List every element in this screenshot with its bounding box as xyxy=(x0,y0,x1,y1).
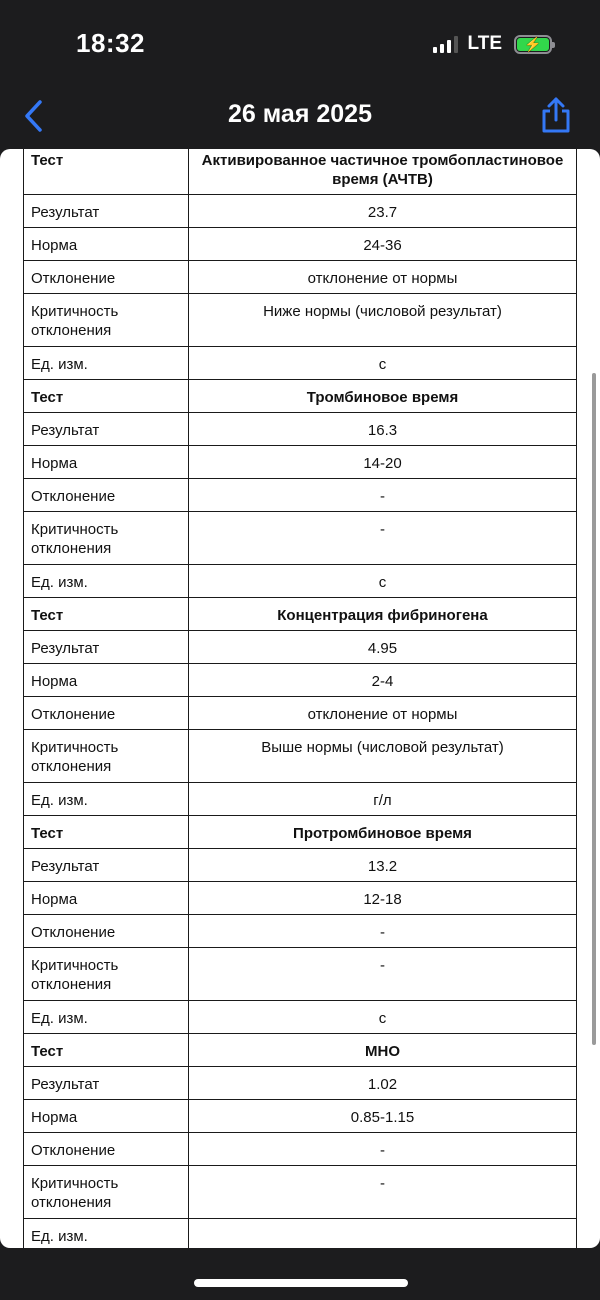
table-row-result xyxy=(24,412,577,445)
test-name: Концентрация фибриногена xyxy=(189,597,577,630)
navigation-bar xyxy=(0,90,600,146)
table-row-unit xyxy=(24,1000,577,1033)
table-row-deviation xyxy=(24,478,577,511)
label-test: Тест xyxy=(24,1033,189,1066)
table-row-unit xyxy=(24,782,577,815)
results-table xyxy=(23,149,577,1248)
unit-value: с xyxy=(189,564,577,597)
label-criticality: Критичность отклонения xyxy=(24,511,189,564)
table-row-test xyxy=(24,379,577,412)
norm-value: 2-4 xyxy=(189,663,577,696)
table-row-deviation xyxy=(24,260,577,293)
deviation-value: - xyxy=(189,914,577,947)
battery-charging-icon: ⚡ xyxy=(514,35,552,54)
unit-value: с xyxy=(189,346,577,379)
label-criticality: Критичность отклонения xyxy=(24,293,189,346)
table-row-unit xyxy=(24,346,577,379)
unit-value: с xyxy=(189,1000,577,1033)
share-button[interactable] xyxy=(540,96,572,134)
test-name: Протромбиновое время xyxy=(189,815,577,848)
table-row-criticality xyxy=(24,511,577,564)
table-row-result xyxy=(24,1066,577,1099)
table-row-deviation xyxy=(24,1132,577,1165)
table-row-result xyxy=(24,848,577,881)
unit-value xyxy=(189,1218,577,1248)
norm-value: 0.85-1.15 xyxy=(189,1099,577,1132)
table-row-criticality xyxy=(24,947,577,1000)
document-sheet[interactable] xyxy=(0,149,600,1248)
table-row-unit xyxy=(24,564,577,597)
criticality-value: Выше нормы (числовой результат) xyxy=(189,729,577,782)
status-indicators xyxy=(433,33,552,55)
table-row-test xyxy=(24,1033,577,1066)
label-norm: Норма xyxy=(24,227,189,260)
table-row-norm xyxy=(24,881,577,914)
label-criticality: Критичность отклонения xyxy=(24,1165,189,1218)
label-deviation: Отклонение xyxy=(24,478,189,511)
table-row-unit xyxy=(24,1218,577,1248)
share-icon xyxy=(540,96,572,134)
label-unit: Ед. изм. xyxy=(24,782,189,815)
label-unit: Ед. изм. xyxy=(24,564,189,597)
criticality-value: - xyxy=(189,947,577,1000)
deviation-value: - xyxy=(189,478,577,511)
norm-value: 14-20 xyxy=(189,445,577,478)
label-norm: Норма xyxy=(24,445,189,478)
deviation-value: отклонение от нормы xyxy=(189,260,577,293)
table-row-test xyxy=(24,597,577,630)
test-name: Активированное частичное тромбопластиновое время (АЧТВ) xyxy=(189,149,577,194)
table-row-criticality xyxy=(24,293,577,346)
table-row-criticality xyxy=(24,1165,577,1218)
label-unit: Ед. изм. xyxy=(24,1000,189,1033)
table-row-norm xyxy=(24,227,577,260)
label-result: Результат xyxy=(24,630,189,663)
table-row-deviation xyxy=(24,696,577,729)
label-deviation: Отклонение xyxy=(24,260,189,293)
label-norm: Норма xyxy=(24,1099,189,1132)
table-row-norm xyxy=(24,663,577,696)
test-name: Тромбиновое время xyxy=(189,379,577,412)
norm-value: 24-36 xyxy=(189,227,577,260)
results-table-container xyxy=(23,149,577,1248)
result-value: 4.95 xyxy=(189,630,577,663)
criticality-value: - xyxy=(189,1165,577,1218)
table-row-norm xyxy=(24,445,577,478)
table-row-result xyxy=(24,630,577,663)
norm-value: 12-18 xyxy=(189,881,577,914)
label-test: Тест xyxy=(24,379,189,412)
table-row-criticality xyxy=(24,729,577,782)
label-criticality: Критичность отклонения xyxy=(24,729,189,782)
signal-icon xyxy=(433,35,458,53)
label-result: Результат xyxy=(24,412,189,445)
deviation-value: отклонение от нормы xyxy=(189,696,577,729)
status-time: 18:32 xyxy=(76,28,145,58)
deviation-value: - xyxy=(189,1132,577,1165)
label-result: Результат xyxy=(24,1066,189,1099)
table-row-test xyxy=(24,815,577,848)
scrollbar[interactable] xyxy=(592,373,596,1045)
home-indicator[interactable] xyxy=(194,1279,408,1287)
test-name: МНО xyxy=(189,1033,577,1066)
label-norm: Норма xyxy=(24,663,189,696)
label-criticality: Критичность отклонения xyxy=(24,947,189,1000)
label-test: Тест xyxy=(24,597,189,630)
criticality-value: - xyxy=(189,511,577,564)
label-unit: Ед. изм. xyxy=(24,346,189,379)
page-title: 26 мая 2025 xyxy=(228,100,372,128)
label-unit: Ед. изм. xyxy=(24,1218,189,1248)
label-result: Результат xyxy=(24,848,189,881)
table-row-result xyxy=(24,194,577,227)
table-row-test xyxy=(24,149,577,194)
table-row-norm xyxy=(24,1099,577,1132)
result-value: 1.02 xyxy=(189,1066,577,1099)
label-test: Тест xyxy=(24,149,189,194)
label-deviation: Отклонение xyxy=(24,696,189,729)
label-deviation: Отклонение xyxy=(24,1132,189,1165)
unit-value: г/л xyxy=(189,782,577,815)
label-test: Тест xyxy=(24,815,189,848)
result-value: 16.3 xyxy=(189,412,577,445)
criticality-value: Ниже нормы (числовой результат) xyxy=(189,293,577,346)
result-value: 13.2 xyxy=(189,848,577,881)
status-bar xyxy=(0,0,600,90)
table-row-deviation xyxy=(24,914,577,947)
network-type: LTE xyxy=(467,33,502,54)
result-value: 23.7 xyxy=(189,194,577,227)
label-result: Результат xyxy=(24,194,189,227)
label-deviation: Отклонение xyxy=(24,914,189,947)
label-norm: Норма xyxy=(24,881,189,914)
